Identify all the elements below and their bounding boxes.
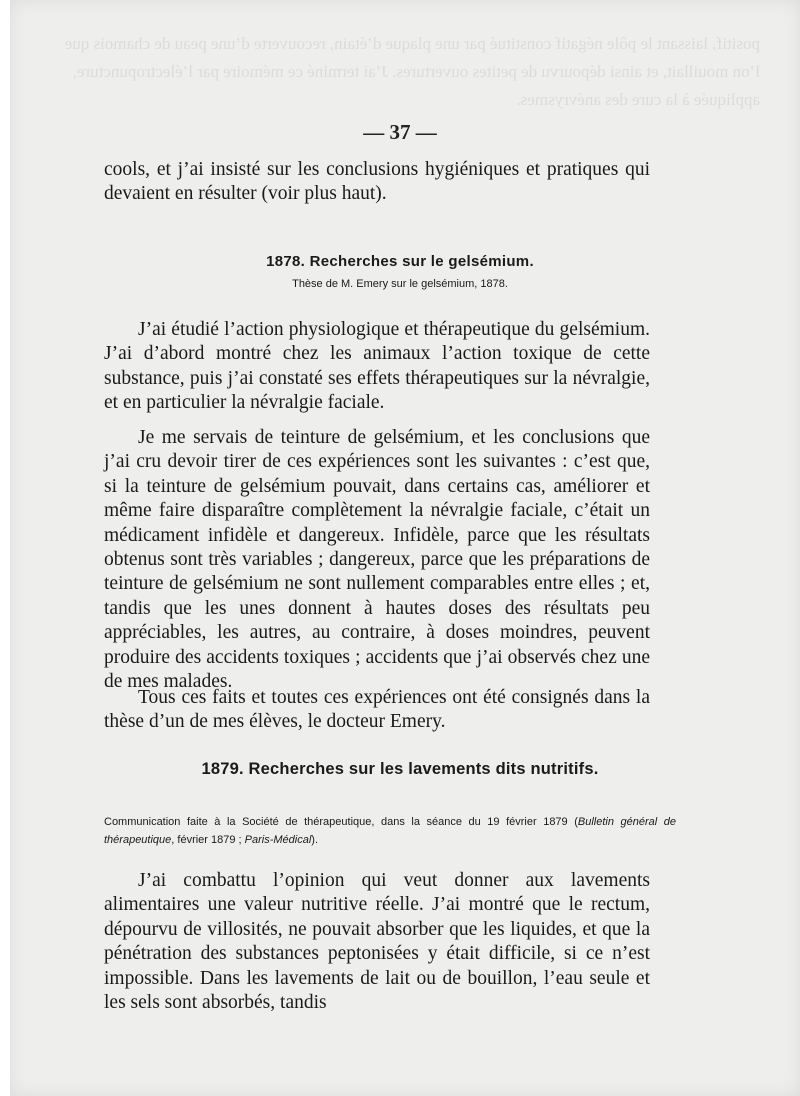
citation-part: , février 1879 ; <box>171 834 245 846</box>
section-subheading-1879 <box>104 813 676 849</box>
page-number: — 37 — <box>363 120 437 144</box>
paragraph-gelsemium-thesis: Tous ces faits et toutes ces expériences ont été consignés dans la thèse d’un de mes élèves, le docteur Emery. <box>104 687 650 733</box>
paragraph-continuation: cools, et j’ai insisté sur les conclusions hygiéniques et pratiques qui devaient en résulter (voir plus haut). <box>104 159 650 205</box>
section-subheading-1878: Thèse de M. Emery sur le gelsémium, 1878. <box>292 278 508 290</box>
section-heading-1878: 1878. Recherches sur le gelsémium. <box>266 253 534 270</box>
citation-journal: Bulletin général de thérapeutique <box>104 816 676 846</box>
section-heading-1879: 1879. Recherches sur les lavements dits nutritifs. <box>201 760 599 778</box>
paragraph-gelsemium-conclusions: Je me servais de teinture de gelsémium, et les conclusions que j’ai cru devoir tirer de ces expériences sont les suivantes : c’est que, si la teinture de gelsémium pouvait, dans certains cas, améliorer et même faire disparaître complètement la névralgie faciale, c’était un médicament infidèle et dangereux. Infidèle, parce que les résultats obtenus sont très variables ; dangereux, parce que les préparations de teinture de gelsémium ne sont nullement comparables entre elles ; et, tandis que les unes donnent à hautes doses des résultats peu appréciables, les autres, au contraire, à doses moindres, peuvent produire des accidents toxiques ; accidents que j’ai observés chez une de mes malades. <box>104 427 650 693</box>
citation-part: Communication faite à la Société de thérapeutique, dans la séance du 19 février 1879 ( <box>104 816 578 828</box>
citation-part: ). <box>311 834 319 846</box>
paragraph-lavements: J’ai combattu l’opinion qui veut donner aux lavements alimentaires une valeur nutritive réelle. J’ai montré que le rectum, dépourvu de villosités, ne pouvait absorber que les liquides, et que la pénétration des substances peptonisées y était difficile, si ce n’est impossible. Dans les lavements de lait ou de bouillon, l’eau seule et les sels sont absorbés, tandis <box>104 870 650 1014</box>
paragraph-gelsemium-intro: J’ai étudié l’action physiologique et thérapeutique du gelsémium. J’ai d’abord montré chez les animaux l’action toxique de cette substance, puis j’ai constaté ses effets thérapeutiques sur la névralgie, et en particulier la névralgie faciale. <box>104 319 650 414</box>
citation-journal: Paris-Médical <box>244 834 312 846</box>
